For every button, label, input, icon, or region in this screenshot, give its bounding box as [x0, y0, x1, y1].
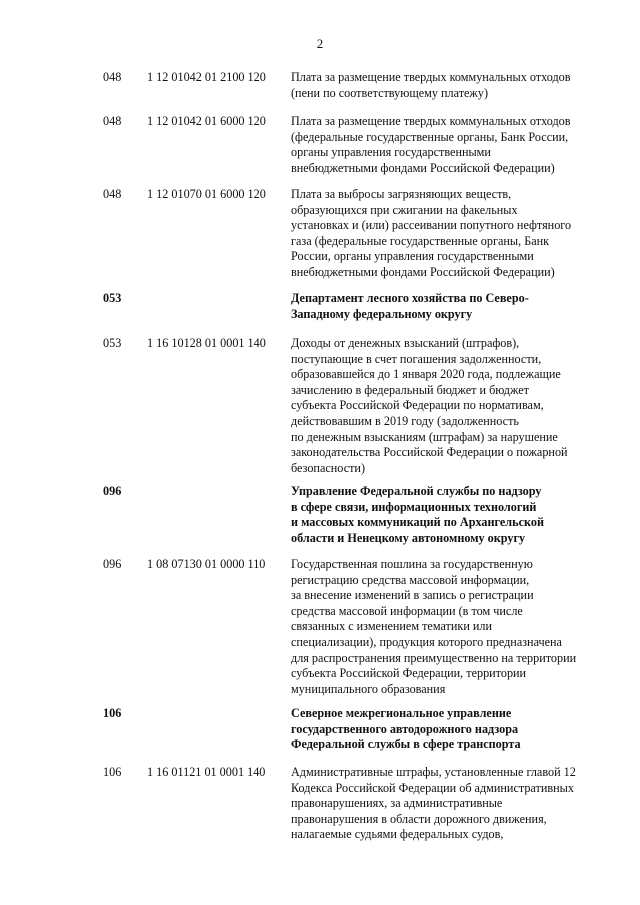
description-line: действовавшим в 2019 году (задолженность — [291, 413, 519, 428]
description-line: зачислению в федеральный бюджет и бюджет — [291, 382, 529, 397]
row-description — [291, 765, 601, 843]
section-title — [291, 291, 601, 322]
description-line: специализации), продукция которого предназначена — [291, 634, 562, 649]
admin-code: 096 — [103, 484, 122, 498]
section-title-line: Северное межрегиональное управление — [291, 706, 512, 720]
description-line: безопасности) — [291, 460, 366, 475]
description-line: (пени по соответствующему платежу) — [291, 85, 488, 100]
description-line: установках и (или) рассеивании попутного нефтяного — [291, 218, 572, 233]
description-line: законодательства Российской Федерации о пожарной — [291, 445, 568, 460]
row-description — [291, 187, 601, 281]
description-line: газа (федеральные государственные органы, Банк — [291, 233, 550, 248]
description-line: органы управления государственными — [291, 145, 491, 160]
admin-code: 048 — [103, 187, 122, 201]
description-line: поступающие в счет погашения задолженности, — [291, 351, 542, 366]
admin-code: 048 — [103, 70, 122, 84]
description-line: правонарушениях, за административные — [291, 796, 503, 811]
description-line: правонарушения в области дорожного движения, — [291, 811, 547, 826]
section-title-line: государственного автодорожного надзора — [291, 721, 519, 736]
description-line: Плата за размещение твердых коммунальных отходов — [291, 70, 571, 84]
admin-code: 106 — [103, 765, 122, 779]
page-number: 2 — [316, 36, 324, 51]
budget-code: 1 12 01042 01 2100 120 — [147, 70, 266, 84]
description-line: внебюджетными фондами Российской Федерации) — [291, 160, 555, 175]
section-title — [291, 484, 601, 546]
description-line: муниципального образования — [291, 681, 446, 696]
row-description — [291, 557, 601, 697]
description-line: внебюджетными фондами Российской Федерации) — [291, 264, 555, 279]
description-line: налагаемые судьями федеральных судов, — [291, 827, 504, 842]
description-line: России, органы управления государственными — [291, 249, 534, 264]
description-line: связанных с изменением тематики или — [291, 619, 493, 634]
section-title — [291, 706, 601, 753]
description-line: для распространения преимущественно на территории — [291, 650, 577, 665]
description-line: Плата за размещение твердых коммунальных отходов — [291, 114, 571, 128]
description-line: образующихся при сжигании на факельных — [291, 202, 518, 217]
description-line: Государственная пошлина за государственную — [291, 557, 533, 571]
description-line: субъекта Российской Федерации, территории — [291, 666, 527, 681]
description-line: субъекта Российской Федерации по нормативам, — [291, 398, 544, 413]
section-title-line: Западному федеральному округу — [291, 306, 473, 321]
admin-code: 048 — [103, 114, 122, 128]
admin-code: 096 — [103, 557, 122, 571]
budget-code: 1 12 01070 01 6000 120 — [147, 187, 266, 201]
row-description — [291, 114, 601, 176]
budget-code: 1 16 10128 01 0001 140 — [147, 336, 266, 350]
description-line: Административные штрафы, установленные главой 12 — [291, 765, 576, 779]
admin-code: 106 — [103, 706, 122, 720]
row-description — [291, 336, 601, 476]
description-line: за внесение изменений в запись о регистрации — [291, 588, 534, 603]
description-line: Кодекса Российской Федерации об административных — [291, 780, 574, 795]
budget-code: 1 12 01042 01 6000 120 — [147, 114, 266, 128]
row-description — [291, 70, 601, 101]
description-line: образовавшейся до 1 января 2020 года, подлежащие — [291, 367, 561, 382]
section-title-line: и массовых коммуникаций по Архангельской — [291, 515, 544, 530]
budget-code: 1 16 01121 01 0001 140 — [147, 765, 266, 779]
description-line: (федеральные государственные органы, Банк России, — [291, 129, 569, 144]
description-line: Доходы от денежных взысканий (штрафов), — [291, 336, 520, 350]
description-line: регистрацию средства массовой информации, — [291, 572, 530, 587]
admin-code: 053 — [103, 291, 122, 305]
section-title-line: Федеральной службы в сфере транспорта — [291, 737, 521, 752]
description-line: Плата за выбросы загрязняющих веществ, — [291, 187, 512, 201]
section-title-line: Управление Федеральной службы по надзору — [291, 484, 542, 498]
description-line: средства массовой информации (в том числе — [291, 603, 523, 618]
section-title-line: в сфере связи, информационных технологий — [291, 499, 537, 514]
description-line: по денежным взысканиям (штрафам) за нарушение — [291, 429, 558, 444]
section-title-line: области и Ненецкому автономному округу — [291, 530, 526, 545]
budget-code: 1 08 07130 01 0000 110 — [147, 557, 266, 571]
admin-code: 053 — [103, 336, 122, 350]
section-title-line: Департамент лесного хозяйства по Северо- — [291, 291, 529, 305]
